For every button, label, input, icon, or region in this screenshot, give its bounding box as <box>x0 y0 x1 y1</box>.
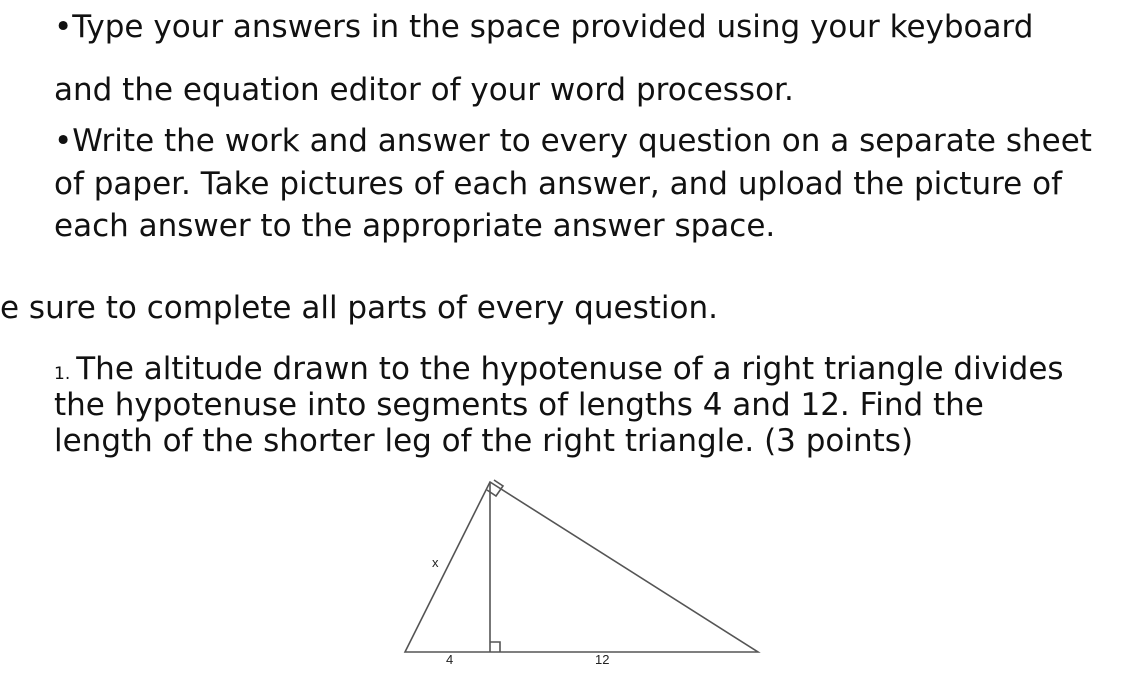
reminder-text: e sure to complete all parts of every question. <box>0 290 718 326</box>
triangle-shape <box>405 480 758 652</box>
instruction-bullet-2-line-3: each answer to the appropriate answer space. <box>54 208 776 244</box>
bullet-icon: • <box>54 9 73 45</box>
triangle-outline <box>405 482 758 652</box>
instruction-text: Type your answers in the space provided using your keyboard <box>72 9 1034 45</box>
instruction-text: Write the work and answer to every question on a separate sheet <box>72 123 1092 159</box>
bullet-icon: • <box>54 123 73 159</box>
right-angle-marker-base <box>490 642 500 652</box>
instruction-bullet-2-line-2: of paper. Take pictures of each answer, and upload the picture of <box>54 166 1062 202</box>
question-number: 1. <box>54 364 71 384</box>
question-1-line-2: the hypotenuse into segments of lengths 4 and 12. Find the <box>54 387 984 423</box>
segment-label-long: 12 <box>595 652 610 667</box>
instruction-bullet-1-line-2: and the equation editor of your word processor. <box>54 72 794 108</box>
leg-label-x: x <box>432 555 439 570</box>
question-text: The altitude drawn to the hypotenuse of a right triangle divides <box>76 351 1064 387</box>
segment-label-short: 4 <box>446 652 454 667</box>
question-1-line-3: length of the shorter leg of the right triangle. (3 points) <box>54 423 914 459</box>
